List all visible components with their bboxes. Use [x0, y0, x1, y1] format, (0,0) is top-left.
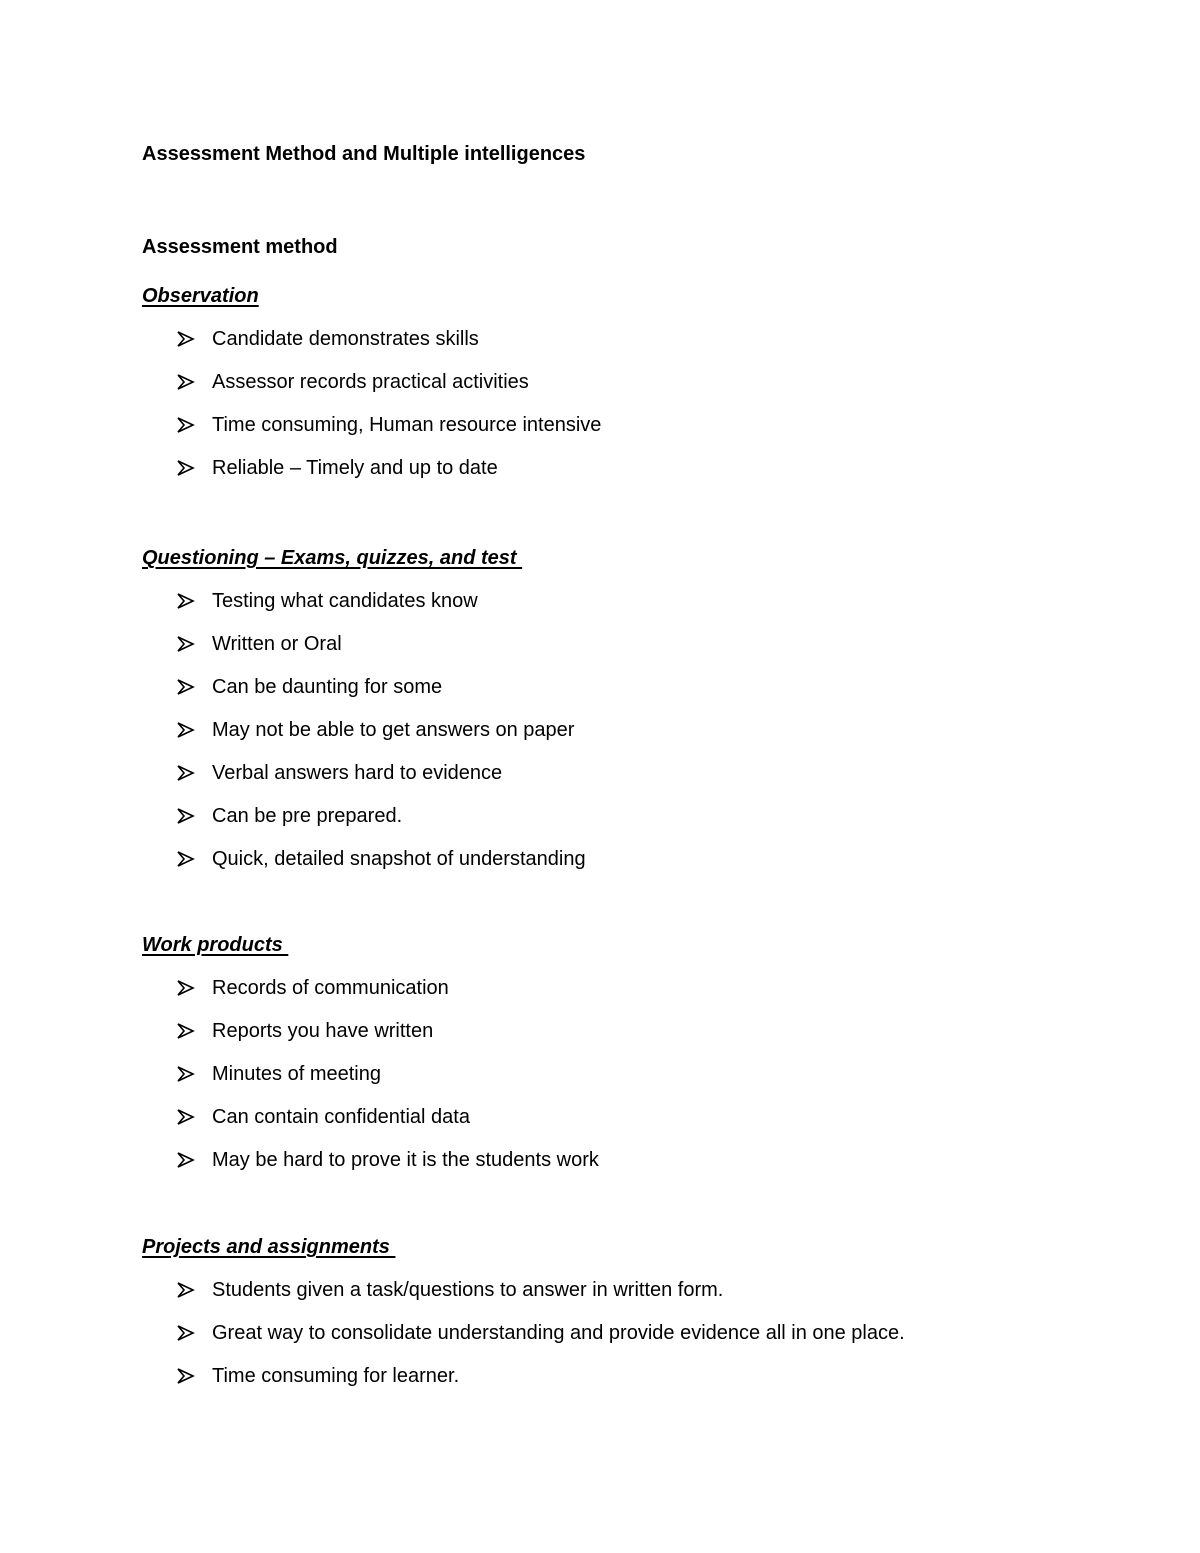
list-item [142, 761, 1142, 804]
bullet-list [142, 1278, 1142, 1407]
section-heading: Work products [142, 934, 289, 956]
list-item-text: Candidate demonstrates skills [212, 328, 479, 350]
arrow-bullet-icon [177, 635, 195, 653]
list-item [142, 589, 1142, 632]
list-item-text: Students given a task/questions to answer in written form. [212, 1279, 724, 1301]
section-work-products [142, 933, 1142, 1191]
arrow-bullet-icon [177, 850, 195, 868]
list-item [142, 847, 1142, 890]
arrow-bullet-icon [177, 416, 195, 434]
bullet-list [142, 327, 1142, 499]
list-item-text: May be hard to prove it is the students work [212, 1149, 599, 1171]
list-item [142, 804, 1142, 847]
list-item [142, 632, 1142, 675]
list-item [142, 976, 1142, 1019]
section-heading: Projects and assignments [142, 1236, 396, 1258]
list-item [142, 413, 1142, 456]
list-item [142, 1321, 1142, 1364]
document-title: Assessment Method and Multiple intelligences [142, 143, 586, 165]
list-item-text: Written or Oral [212, 633, 342, 655]
list-item [142, 370, 1142, 413]
arrow-bullet-icon [177, 1108, 195, 1126]
arrow-bullet-icon [177, 592, 195, 610]
bullet-list [142, 589, 1142, 890]
section-heading: Observation [142, 285, 259, 307]
arrow-bullet-icon [177, 807, 195, 825]
arrow-bullet-icon [177, 1367, 195, 1385]
arrow-bullet-icon [177, 330, 195, 348]
assessment-method-subheading: Assessment method [142, 236, 338, 258]
arrow-bullet-icon [177, 1022, 195, 1040]
list-item [142, 1105, 1142, 1148]
arrow-bullet-icon [177, 459, 195, 477]
list-item-text: Time consuming for learner. [212, 1365, 460, 1387]
list-item [142, 456, 1142, 499]
arrow-bullet-icon [177, 1151, 195, 1169]
list-item-text: Time consuming, Human resource intensive [212, 414, 602, 436]
list-item-text: Reliable – Timely and up to date [212, 457, 498, 479]
list-item [142, 718, 1142, 761]
list-item-text: Minutes of meeting [212, 1063, 381, 1085]
list-item [142, 1062, 1142, 1105]
bullet-list [142, 976, 1142, 1191]
arrow-bullet-icon [177, 721, 195, 739]
list-item-text: Can contain confidential data [212, 1106, 470, 1128]
list-item-text: Records of communication [212, 977, 449, 999]
list-item-text: Quick, detailed snapshot of understanding [212, 848, 586, 870]
list-item [142, 1148, 1142, 1191]
list-item [142, 1278, 1142, 1321]
list-item-text: Can be daunting for some [212, 676, 443, 698]
list-item-text: Great way to consolidate understanding and provide evidence all in one place. [212, 1322, 905, 1344]
section-observation [142, 284, 1142, 499]
list-item-text: Assessor records practical activities [212, 371, 529, 393]
section-questioning [142, 546, 1142, 890]
arrow-bullet-icon [177, 678, 195, 696]
list-item [142, 1019, 1142, 1062]
list-item-text: Reports you have written [212, 1020, 434, 1042]
arrow-bullet-icon [177, 1065, 195, 1083]
list-item-text: Can be pre prepared. [212, 805, 403, 827]
list-item [142, 675, 1142, 718]
arrow-bullet-icon [177, 1281, 195, 1299]
arrow-bullet-icon [177, 764, 195, 782]
arrow-bullet-icon [177, 373, 195, 391]
list-item-text: Verbal answers hard to evidence [212, 762, 503, 784]
arrow-bullet-icon [177, 979, 195, 997]
section-heading: Questioning – Exams, quizzes, and test [142, 547, 523, 569]
arrow-bullet-icon [177, 1324, 195, 1342]
list-item [142, 1364, 1142, 1407]
section-projects-and-assignments [142, 1235, 1142, 1407]
list-item-text: Testing what candidates know [212, 590, 478, 612]
list-item [142, 327, 1142, 370]
list-item-text: May not be able to get answers on paper [212, 719, 575, 741]
